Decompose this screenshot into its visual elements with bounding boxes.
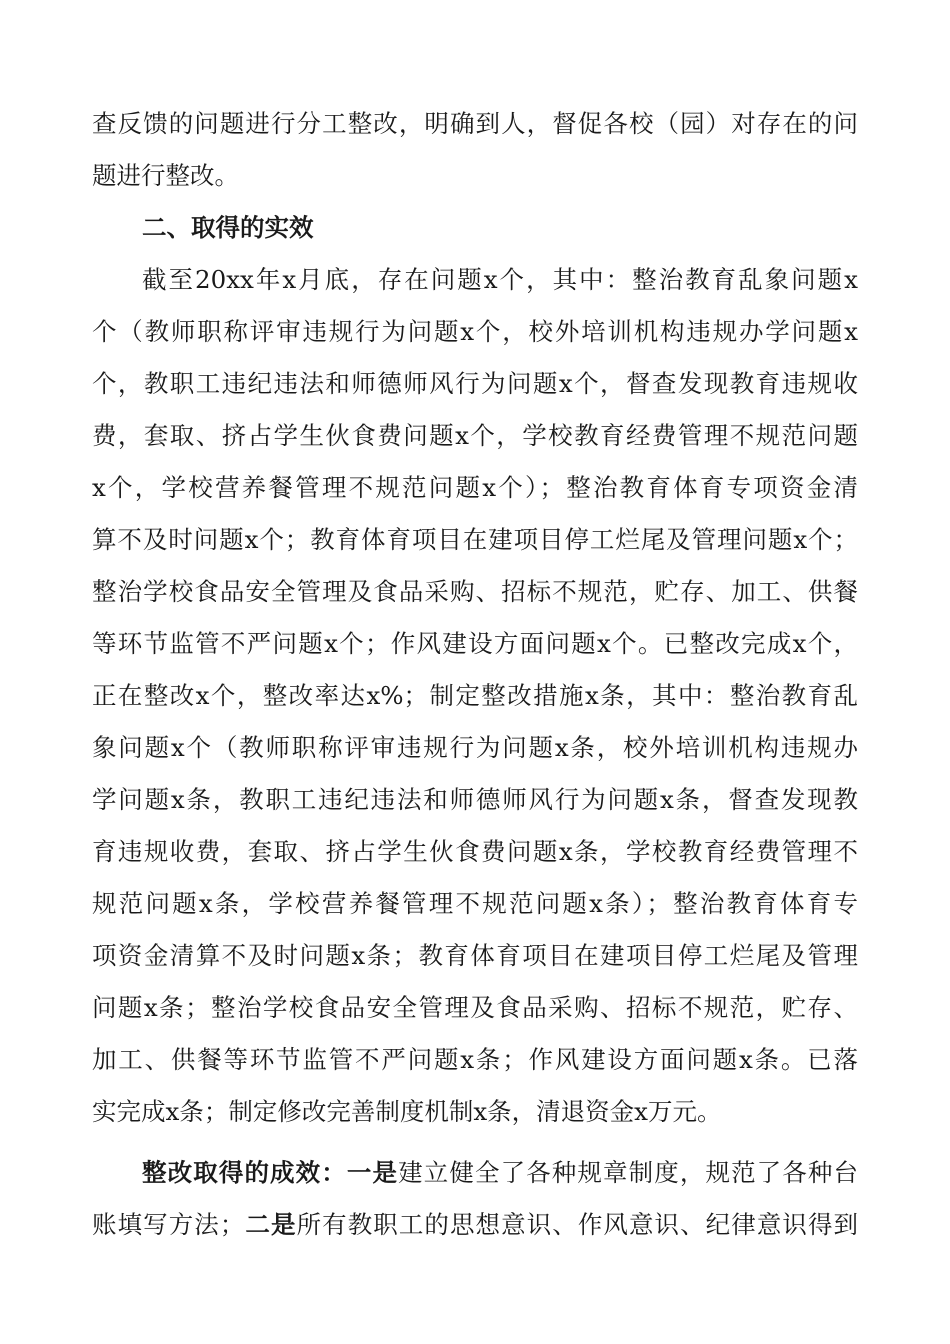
text-line: 个（教师职称评审违规行为问题x个，校外培训机构违规办学问题x (92, 317, 858, 346)
text-line (92, 1147, 858, 1199)
paragraph-achievements (92, 1147, 858, 1251)
text-line: 问题x条；整治学校食品安全管理及食品采购、招标不规范，贮存、 (92, 993, 858, 1022)
text-line: 费，套取、挤占学生伙食费问题x个，学校教育经费管理不规范问题 (92, 421, 858, 450)
text-line: 项资金清算不及时问题x条；教育体育项目在建项目停工烂尾及管理 (92, 941, 858, 970)
text-line: 育违规收费，套取、挤占学生伙食费问题x条，学校教育经费管理不 (92, 837, 858, 866)
text-line: 实完成x条；制定修改完善制度机制x条，清退资金x万元。 (92, 1097, 722, 1126)
text-line: 查反馈的问题进行分工整改，明确到人，督促各校（园）对存在的问 (92, 109, 858, 138)
item-label: 二是 (244, 1210, 297, 1239)
paragraph-results (92, 254, 858, 1138)
text-line: x个，学校营养餐管理不规范问题x个）；整治教育体育专项资金清 (92, 473, 858, 502)
text-line: 学问题x条，教职工违纪违法和师德师风行为问题x条，督查发现教 (92, 785, 858, 814)
text-line: 整治学校食品安全管理及食品采购、招标不规范，贮存、加工、供餐 (92, 577, 858, 606)
item-text: 账填写方法； (92, 1210, 245, 1239)
text-line: 象问题x个（教师职称评审违规行为问题x条，校外培训机构违规办 (92, 733, 858, 762)
text-line: 正在整改x个，整改率达x%；制定整改措施x条，其中：整治教育乱 (92, 681, 858, 710)
text-line: 规范问题x条，学校营养餐管理不规范问题x条）；整治教育体育专 (92, 889, 858, 918)
paragraph-spacer (92, 1138, 858, 1147)
text-line: 个，教职工违纪违法和师德师风行为问题x个，督查发现教育违规收 (92, 369, 858, 398)
item-label: 一是 (346, 1158, 399, 1187)
lead-label: 整改取得的成效： (142, 1158, 347, 1187)
section-heading: 二、取得的实效 (142, 213, 314, 242)
text-line: 题进行整改。 (92, 161, 239, 190)
text-line: 截至20xx年x月底，存在问题x个，其中：整治教育乱象问题x (142, 265, 858, 294)
document-page (92, 98, 858, 1251)
text-line: 等环节监管不严问题x个；作风建设方面问题x个。已整改完成x个， (92, 629, 858, 658)
item-text: 建立健全了各种规章制度，规范了各种台 (398, 1158, 859, 1187)
paragraph-continued (92, 98, 858, 202)
text-line: 加工、供餐等环节监管不严问题x条；作风建设方面问题x条。已落 (92, 1045, 858, 1074)
text-line (92, 1199, 858, 1251)
text-line: 算不及时问题x个；教育体育项目在建项目停工烂尾及管理问题x个； (92, 525, 858, 554)
item-text: 所有教职工的思想意识、作风意识、纪律意识得到 (296, 1210, 859, 1239)
